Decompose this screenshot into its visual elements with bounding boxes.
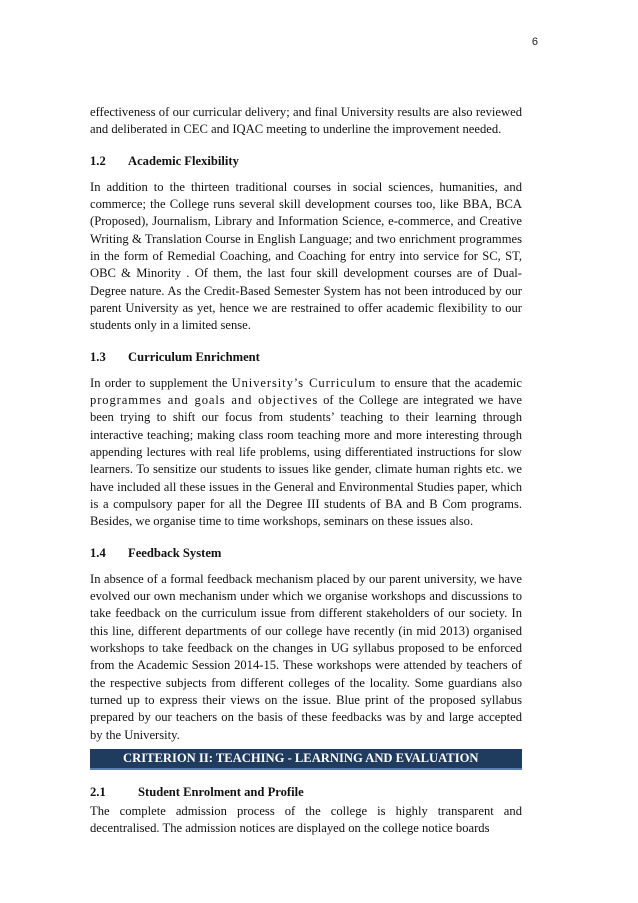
section-title: Feedback System	[128, 545, 222, 560]
text-run: of the College are integrated we have been trying to shift our focus from students’ teaching to their learning through interactive teaching; making class room teaching more and more interesting through appending lectures with real life problems, using differentiated instructions for slow learners. To sensitize our students to issues like gender, climate human rights etc. we have included all these issues in the General and Environmental Studies paper, which is a compulsory paper for all the Degree III students of BA and B Com programs. Besides, we organise time to time workshops, seminars on these issues also.	[90, 393, 522, 529]
section-number: 2.1	[90, 784, 106, 799]
page-number: 6	[531, 36, 538, 48]
section-title: Academic Flexibility	[128, 153, 239, 168]
section-number: 1.2	[90, 153, 106, 168]
section-heading-2-1	[90, 784, 522, 801]
text-run-spaced: University’s Curriculum	[231, 375, 377, 390]
intro-paragraph: effectiveness of our curricular delivery; and final University results are also reviewed and deliberated in CEC and IQAC meeting to underline the improvement needed.	[90, 105, 522, 137]
section-title: Student Enrolment and Profile	[138, 784, 304, 799]
criterion-banner: CRITERION II: TEACHING - LEARNING AND EVALUATION	[90, 749, 522, 770]
text-run: In order to supplement the	[90, 375, 232, 390]
text-run-spaced: programmes and goals and objectives	[90, 393, 319, 408]
section-heading-1-2	[90, 153, 522, 170]
section-number: 1.3	[90, 349, 106, 364]
section-number: 1.4	[90, 545, 106, 560]
section-1-3-paragraph	[90, 375, 522, 531]
section-heading-1-4	[90, 545, 522, 562]
section-title: Curriculum Enrichment	[128, 349, 260, 364]
section-1-2-paragraph: In addition to the thirteen traditional courses in social sciences, humanities, and commerce; the College runs several skill development courses too, like BBA, BCA (Proposed), Journalism, Library and Information Science, e-commerce, and Creative Writing & Translation Course in English Language; and two enrichment programmes in the form of Remedial Coaching, and Coaching for entry into service for SC, ST, OBC & Minority . Of them, the last four skill development courses are of Dual-Degree nature. As the Credit-Based Semester System has not been introduced by our parent University as yet, hence we are restrained to offer academic flexibility to our students only in a limited sense.	[90, 179, 522, 333]
text-run: to ensure that the academic	[376, 375, 522, 390]
section-1-4-paragraph: In absence of a formal feedback mechanism placed by our parent university, we have evolved our own mechanism under which we organise workshops and discussions to take feedback on the curriculum issue from different stakeholders of our society. In this line, different departments of our college have recently (in mid 2013) organised workshops to take feedback on the changes in UG syllabus proposed to be enforced from the Academic Session 2014-15. These workshops were attended by teachers of the respective subjects from different colleges of the locality. Some guardians also turned up to express their views on the issue. Blue print of the proposed syllabus prepared by our teachers on the basis of these feedbacks was by and large accepted by the University.	[90, 571, 522, 742]
section-heading-1-3	[90, 349, 522, 366]
section-2-1-paragraph: The complete admission process of the college is highly transparent and decentralised. The admission notices are displayed on the college notice boards	[90, 804, 522, 836]
page-content	[90, 104, 522, 838]
